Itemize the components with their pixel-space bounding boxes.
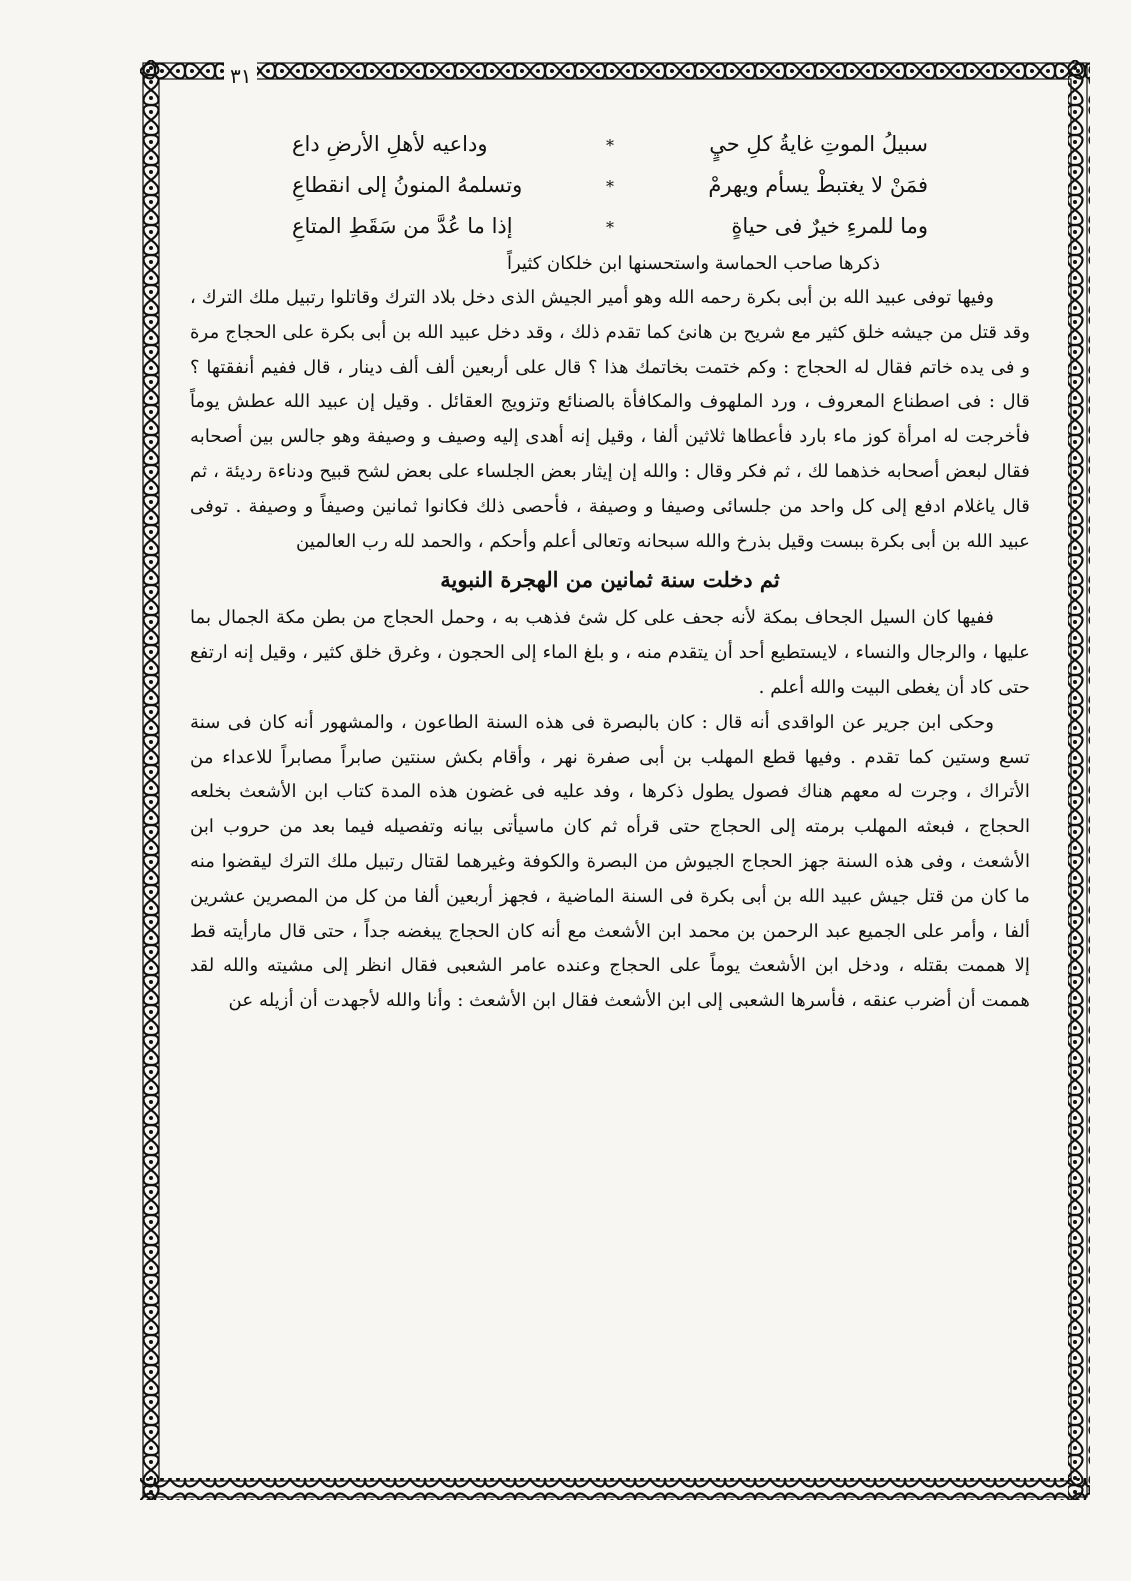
page-number: ٣١ [224,62,257,90]
verse-second-hemistich: إذا ما عُدَّ من سَقَطِ المتاعِ [292,214,513,238]
verse-second-hemistich: وتسلمهُ المنونُ إلى انقطاعِ [292,173,523,197]
verse-first-hemistich: سبيلُ الموتِ غايةُ كلِ حيٍ [709,132,928,156]
verse-first-hemistich: وما للمرءِ خيرٌ فى حياةٍ [731,214,928,238]
body-paragraph: وحكى ابن جرير عن الواقدى أنه قال : كان بالبصرة فى هذه السنة الطاعون ، والمشهور أنه كان فى سنة تسع وستين كما تقدم . وفيها قطع المهلب بن أبى صفرة نهر ، وأقام بكش سنتين صابراً مصابراً للاعداء من الأتراك ، وجرت له معهم هناك فصول يطول ذكرها ، وفد عليه فى غضون هذه المدة كتاب ابن الأشعث بخلعه الحجاج ، فبعثه المهلب برمته إلى الحجاج حتى قرأه ثم كان ماسيأتى بيانه وتفصيله فيما بعد من حروب ابن الأشعث ، وفى هذه السنة جهز الحجاج الجيوش من البصرة والكوفة وغيرهما لقتال رتبيل ملك الترك ليقضوا منه ما كان من قتل جيش عبيد الله بن أبى بكرة فى السنة الماضية ، فجهز أربعين ألفا من كل من المصرين عشرين ألفا ، وأمر على الجميع عبد الرحمن بن محمد ابن الأشعث مع أنه كان الحجاج يبغضه جداً ، حتى قال مارأيته قط إلا هممت بقتله ، ودخل ابن الأشعث يوماً على الحجاج وعنده عامر الشعبى فقال انظر إلى مشيته والله لقد هممت أن أضرب عنقه ، فأسرها الشعبى إلى ابن الأشعث فقال ابن الأشعث : وأنا والله لأجهدت أن أزيله عن [190,711,1030,1012]
section-heading: ثم دخلت سنة ثمانين من الهجرة النبوية [440,567,780,593]
verse-separator: * [606,136,614,155]
verse-separator: * [606,218,614,237]
verse-first-hemistich: فمَنْ لا يغتبطْ يسأم ويهرمْ [708,173,928,197]
poem-verse [190,124,1030,165]
verse-separator: * [606,177,614,196]
poem-verse [190,165,1030,206]
verse-second-hemistich: وداعيه لأهلِ الأرضِ داع [292,132,488,156]
body-paragraph: ففيها كان السيل الجحاف بمكة لأنه جحف على كل شئ فذهب به ، وحمل الحجاج من بطن مكة الجمال بما عليها ، والرجال والنساء ، لايستطيع أحد أن يتقدم منه ، و بلغ الماء إلى الحجون ، وغرق خلق كثير ، وقيل إنه ارتفع حتى كاد أن يغطى البيت والله أعلم . [190,607,1030,698]
body-paragraph: وفيها توفى عبيد الله بن أبى بكرة رحمه الله وهو أمير الجيش الذى دخل بلاد الترك وقاتلوا رتبيل ملك الترك ، وقد قتل من جيشه خلق كثير مع شريح بن هانئ كما تقدم ذلك ، وقد دخل عبيد الله بن أبى بكرة على الحجاج مرة و فى يده خاتم فقال له الحجاج : وكم ختمت بخاتمك هذا ؟ قال على أربعين ألف ألف دينار ، قال ففيم أنفقتها ؟ قال : فى اصطناع المعروف ، ورد الملهوف والمكافأة بالصنائع وتزويج العقائل . وقيل إن عبيد الله عطش يوماً فأخرجت له امرأة كوز ماء بارد فأعطاها ثلاثين ألفا ، وقيل إنه أهدى إليه وصيف و وصيفة وهو جالس بين أصحابه فقال لبعض أصحابه خذهما لك ، ثم فكر وقال : والله إن إيثار بعض الجلساء على بعض لشح قبيح ودناءة رديئة ، ثم قال ياغلام ادفع إلى كل واحد من جلسائى وصيفا و وصيفة ، فأحصى ذلك فكانوا ثمانين وصيفاً و وصيفة . توفى عبيد الله بن أبى بكرة ببست وقيل بذرخ والله سبحانه وتعالى أعلم وأحكم ، والحمد لله رب العالمين [190,287,1030,552]
poem-verse [190,206,1030,247]
page-content [190,124,1030,1019]
poem-attribution: ذكرها صاحب الحماسة واستحسنها ابن خلكان كثيراً [506,253,880,274]
